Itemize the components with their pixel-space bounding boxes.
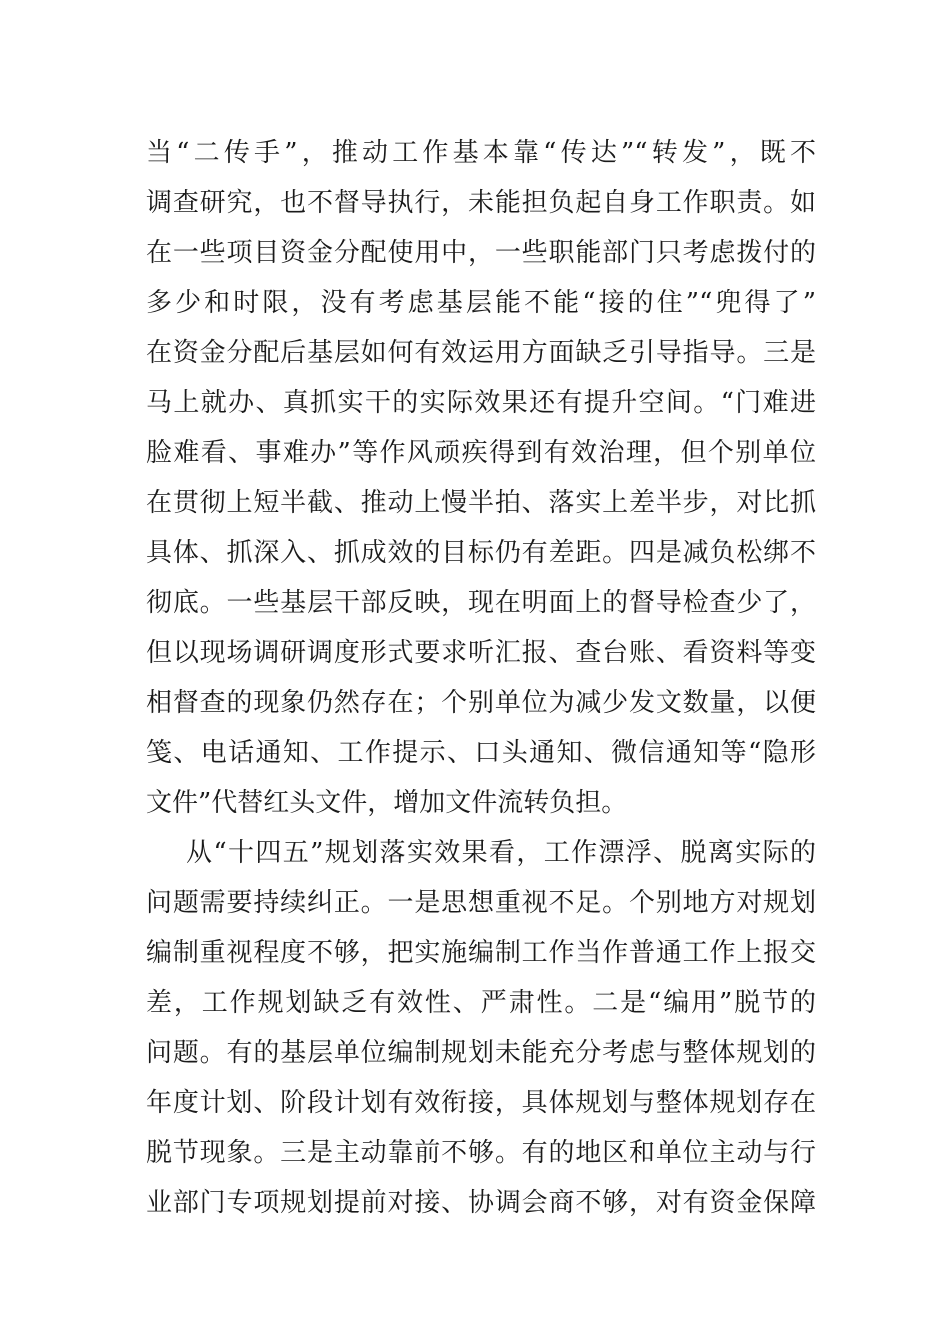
text-line: 相督查的现象仍然存在；个别单位为减少发文数量，以便 xyxy=(146,688,816,718)
text-line: 多少和时限，没有考虑基层能不能“接的住”“兜得了” xyxy=(146,288,816,318)
text-line: 但以现场调研调度形式要求听汇报、查台账、看资料等变 xyxy=(146,638,816,668)
paragraph-start-line: 从“十四五”规划落实效果看，工作漂浮、脱离实际的 xyxy=(186,838,816,868)
text-line: 编制重视程度不够，把实施编制工作当作普通工作上报交 xyxy=(146,938,816,968)
text-line: 具体、抓深入、抓成效的目标仍有差距。四是减负松绑不 xyxy=(146,538,816,568)
text-line: 彻底。一些基层干部反映，现在明面上的督导检查少了， xyxy=(146,588,816,618)
text-line: 在资金分配后基层如何有效运用方面缺乏引导指导。三是 xyxy=(146,338,816,368)
text-line: 在一些项目资金分配使用中，一些职能部门只考虑拨付的 xyxy=(146,238,816,268)
text-line: 业部门专项规划提前对接、协调会商不够，对有资金保障 xyxy=(146,1188,816,1218)
text-line: 当“二传手”，推动工作基本靠“传达”“转发”，既不 xyxy=(146,138,816,168)
text-line: 年度计划、阶段计划有效衔接，具体规划与整体规划存在 xyxy=(146,1088,816,1118)
paragraph-end-line: 文件”代替红头文件，增加文件流转负担。 xyxy=(146,788,628,818)
text-line: 脱节现象。三是主动靠前不够。有的地区和单位主动与行 xyxy=(146,1138,816,1168)
document-body xyxy=(146,128,816,1228)
text-line: 脸难看、事难办”等作风顽疾得到有效治理，但个别单位 xyxy=(146,438,816,468)
text-line: 笺、电话通知、工作提示、口头通知、微信通知等“隐形 xyxy=(146,738,816,768)
text-line: 问题。有的基层单位编制规划未能充分考虑与整体规划的 xyxy=(146,1038,816,1068)
text-line: 问题需要持续纠正。一是思想重视不足。个别地方对规划 xyxy=(146,888,816,918)
text-line: 调查研究，也不督导执行，未能担负起自身工作职责。如 xyxy=(146,188,816,218)
text-line: 在贯彻上短半截、推动上慢半拍、落实上差半步，对比抓 xyxy=(146,488,816,518)
text-line: 差，工作规划缺乏有效性、严肃性。二是“编用”脱节的 xyxy=(146,988,816,1018)
text-line: 马上就办、真抓实干的实际效果还有提升空间。“门难进 xyxy=(146,388,816,418)
